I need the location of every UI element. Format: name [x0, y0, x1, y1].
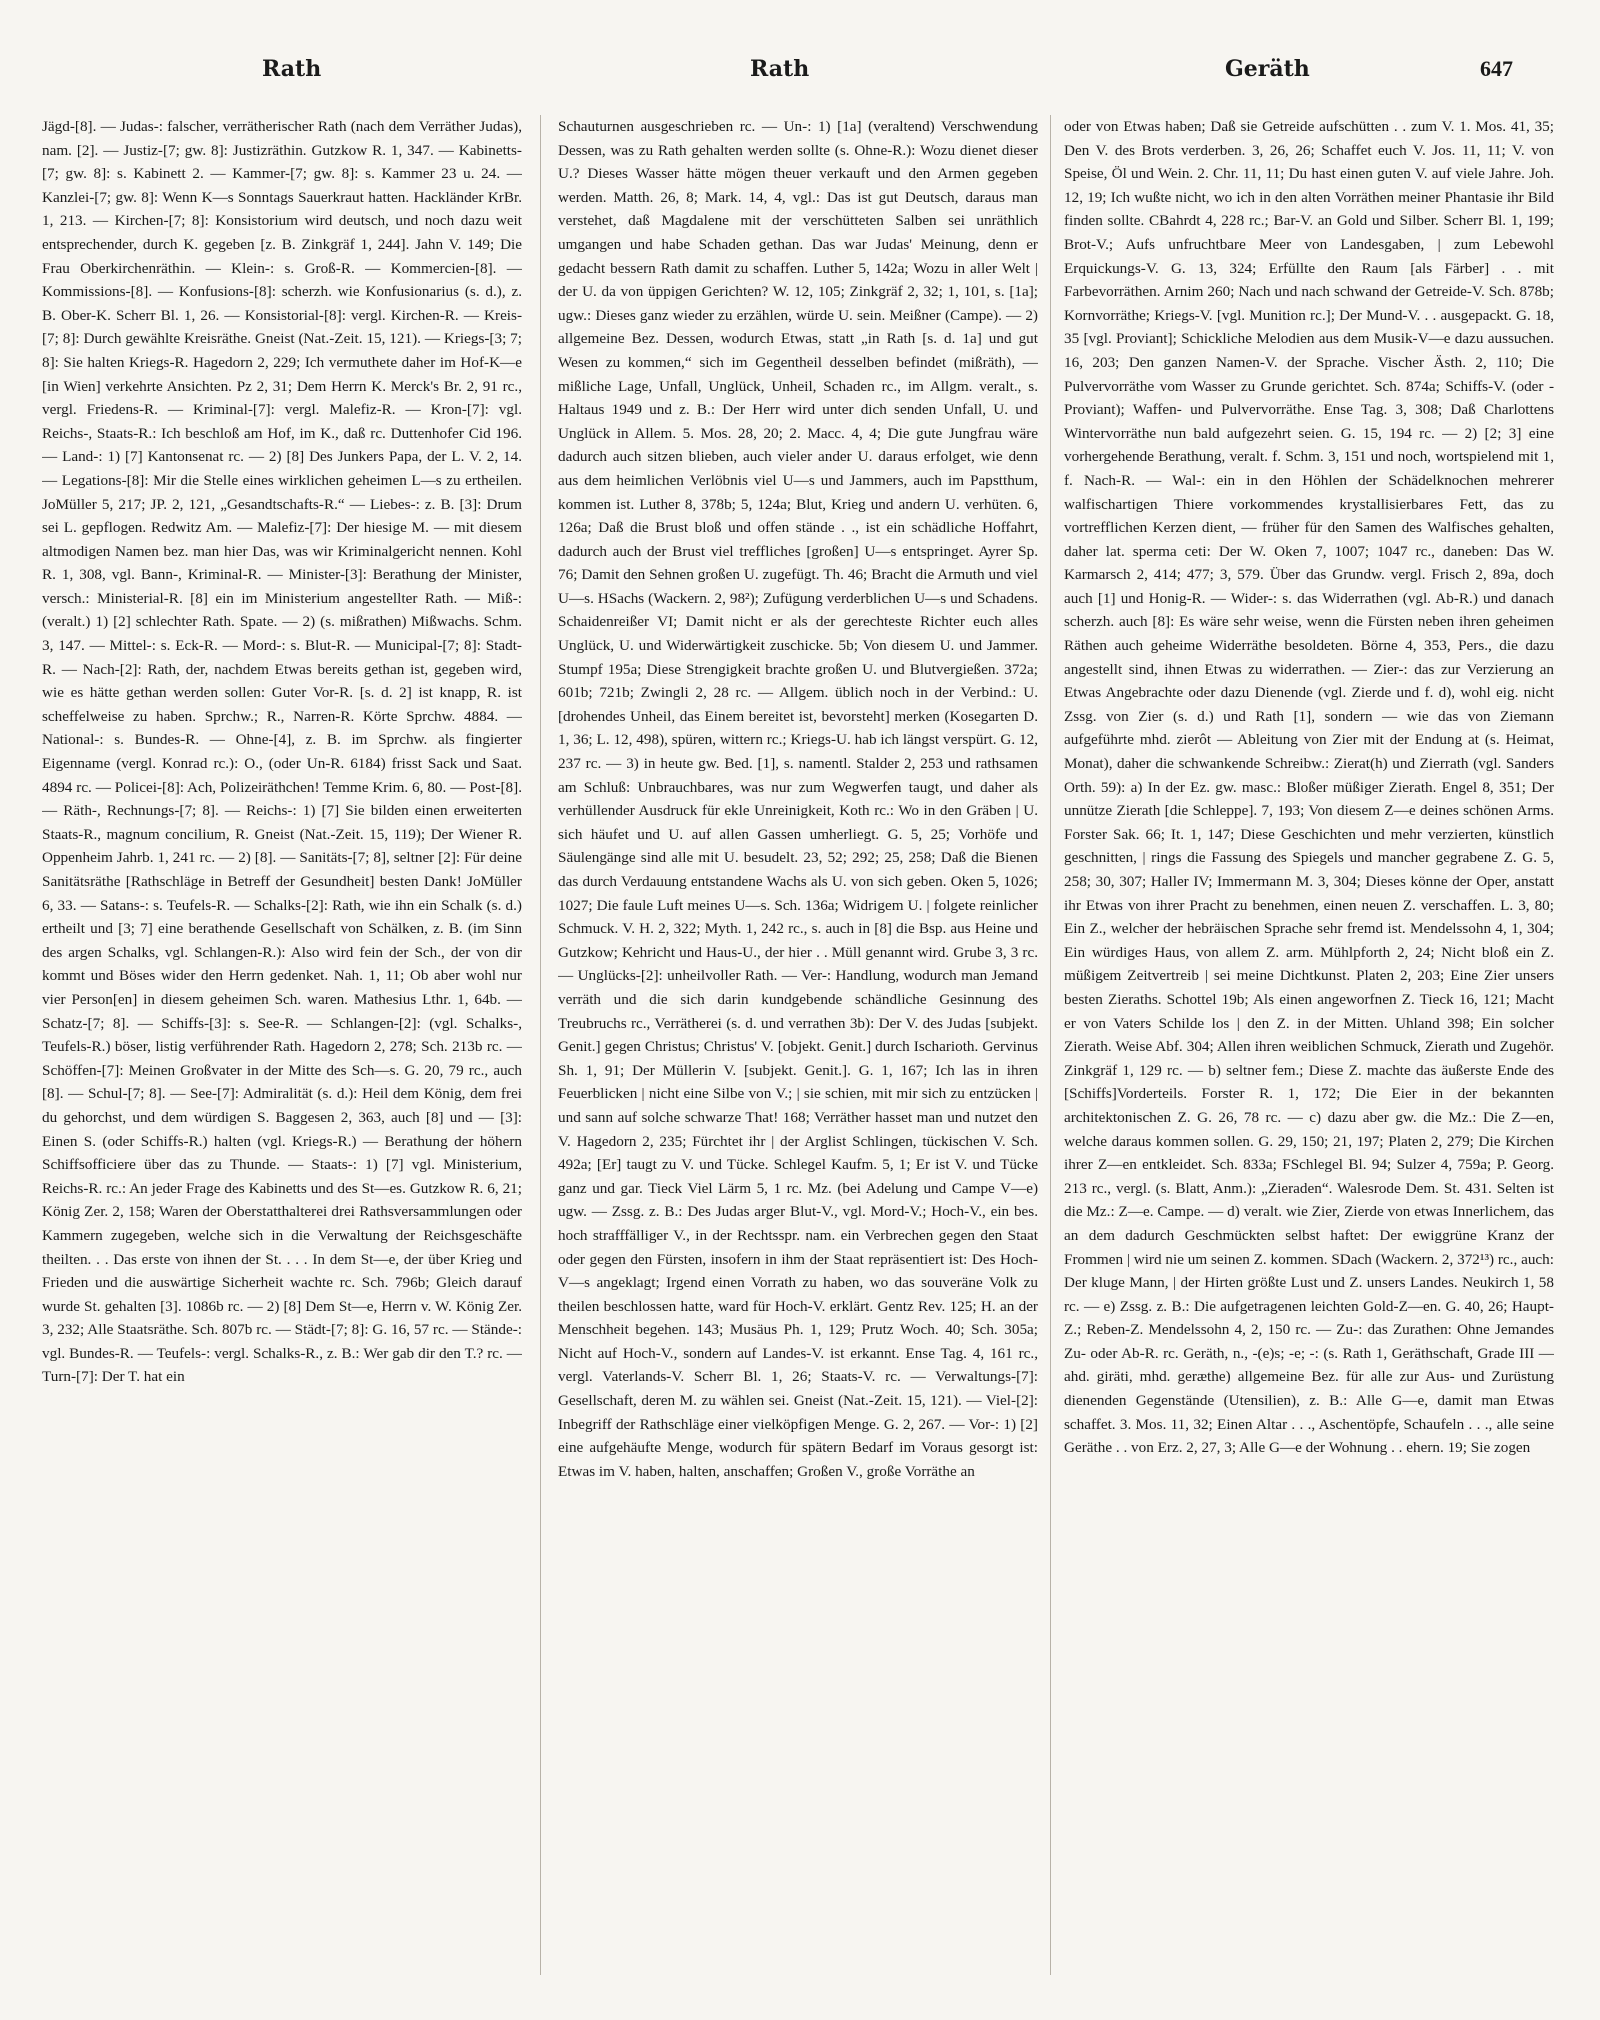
column-3: [1064, 115, 1554, 1985]
column-3-text: oder von Etwas haben; Daß sie Getreide aufschütten . . zum V. 1. Mos. 41, 35; Den V. des Brots verderben. 3, 26, 26; Schaffet euch V. Jos. 11, 11; V. von Speise, Öl und Wein. 2. Chr. 11, 11; Du hast einen guten V. auf viele Jahre. Joh. 12, 19; Ich wußte nicht, wo ich in den alten Vorräthen meiner Phantasie ihr Bild finden sollte. CBahrdt 4, 228 rc.; Bar-V. an Gold und Silber. Scherr Bl. 1, 199; Brot-V.; Aufs unfruchtbare Meer von Landesgaben, | zum Lebewohl Erquickungs-V. G. 13, 324; Erfüllte den Raum [als Färber] . . mit Farbevorräthen. Arnim 260; Nach und nach schwand der Getreide-V. Sch. 878b; Kornvorräthe; Kriegs-V. [vgl. Munition rc.]; Der Mund-V. . . ausgepackt. G. 18, 35 [vgl. Proviant]; Schickliche Melodien aus dem Musik-V—e dazu aussuchen. 16, 203; Den ganzen Namen-V. der Sprache. Vischer Ästh. 2, 110; Die Pulvervorräthe vom Wasser zu Grunde gerichtet. Sch. 874a; Schiffs-V. (oder -Proviant); Waffen- und Pulvervorräthe. Ense Tag. 3, 308; Daß Charlottens Wintervorräthe nun bald aufgezehrt seien. G. 15, 194 rc. — 2) [2; 3] eine vorhergehende Berathung, veralt. f. Schm. 3, 151 und noch, wortspielend mit 1, f. Nach-R. — Wal-: ein in den Höhlen der Schädelknochen mehrerer walfischartigen Thiere vorkommendes krystallisierbares Fett, das zu vortrefflichen Kerzen dient, — früher für den Samen des Walfisches gehalten, daher lat. sperma ceti: Der W. Oken 7, 1007; 1047 rc., daneben: Das W. Karmarsch 2, 414; 477; 3, 579. Über das Grundw. vergl. Frisch 2, 89a, doch auch [1] und Honig-R. — Wider-: s. das Widerrathen (vgl. Ab-R.) und danach scherzh. auch [8]: Es wäre sehr weise, wenn die Fürsten neben ihren geheimen Räthen auch geheime Widerräthe besoldeten. Börne 4, 353, Pers., die dazu angestellt sind, ihnen Etwas zu widerrathen. — Zier-: das zur Verzierung an Etwas Angebrachte oder dazu Dienende (vgl. Zierde und f. d), wohl eig. nicht Zssg. von Zier (s. d.) und Rath [1], sondern — wie das von Ziemann aufgeführte mhd. zierôt — Ableitung von Zier mit der Endung at (s. Heimat, Monat), daher die schwankende Schreibw.: Zierat(h) und Zierrath (vgl. Sanders Orth. 59): a) In der Ez. gw. masc.: Bloßer müßiger Zierath. Engel 8, 351; Der unnütze Zierath [die Schleppe]. 7, 193; Von diesem Z—e deines schönen Arms. Forster Sak. 66; It. 1, 147; Diese Geschichten und mehr verzierten, künstlich geschnitten, | rings die Fassung des Spiegels und mancher gegrabene Z. G. 5, 258; 30, 307; Haller IV; Immermann M. 3, 304; Dieses könne der Oper, anstatt ihr Etwas von ihrer Pracht zu benehmen, einen neuen Z. verschaffen. L. 3, 80; Ein Z., welcher der hebräischen Sprache sehr fremd ist. Mendelssohn 4, 1, 304; Ein würdiges Haus, von allem Z. arm. Mühlpforth 2, 24; Nicht bloß ein Z. müßigem Zeitvertreib | sei meine Dichtkunst. Platen 2, 203; Eine Zier unsers besten Zieraths. Schottel 19b; Als einen angeworfnen Z. Tieck 16, 121; Macht er von Vaters Schilde los | den Z. in der Mitten. Uhland 398; Ein solcher Zierath. Weise Abf. 304; Allen ihren weiblichen Schmuck, Zierath und Zugehör. Zinkgräf 1, 129 rc. — b) seltner fem.; Diese Z. machte das äußerste Ende des [Schiffs]Vorderteils. Forster R. 1, 172; Die Eier in der bekannten architektonischen Z. G. 26, 78 rc. — c) dazu aber gw. die Mz.: Die Z—en, welche daraus kommen sollen. G. 29, 150; 21, 197; Platen 2, 279; Die Kirchen ihrer Z—en entkleidet. Sch. 833a; FSchlegel Bl. 94; Sulzer 4, 759a; P. Georg. 213 rc., vergl. (s. Blatt, Anm.): „Zieraden“. Walesrode Dem. St. 431. Selten ist die Mz.: Z—e. Campe. — d) veralt. wie Zier, Zierde von etwas Innerlichem, das an dem dadurch Geschmückten selbst haftet: Der ewiggrüne Kranz der Frommen | wird nie um seinen Z. kommen. SDach (Wackern. 2, 372¹³) rc., auch: Der kluge Mann, | der Hirten größte Lust und Z. unsers Landes. Neukirch 1, 58 rc. — e) Zssg. z. B.: Die aufgetragenen leichten Gold-Z—en. G. 40, 26; Haupt-Z.; Reben-Z. Mendelssohn 4, 2, 150 rc. — Zu-: das Zurathen: Ohne Jemandes Zu- oder Ab-R. rc. Geräth, n., -(e)s; -e; -: (s. Rath 1, Geräthschaft, Grade III — ahd. giräti, mhd. geræthe) allgemeine Bez. für alle zur Aus- und Zurüstung dienenden Gegenstände (Utensilien), z. B.: Alle G—e, damit man Etwas schaffet. 3. Mos. 11, 32; Einen Altar . . ., Aschentöpfe, Schaufeln . . ., alle seine Geräthe . . von Erz. 2, 27, 3; Alle G—e der Wohnung . . ehern. 19; Sie zogen: [1064, 118, 1554, 1457]
column-divider-1: [540, 115, 541, 1975]
column-1: [42, 115, 522, 1985]
header-left-keyword: Rath: [262, 56, 322, 82]
text-columns: [40, 115, 1560, 1995]
column-1-text: Jägd-[8]. — Judas-: falscher, verrätherischer Rath (nach dem Verräther Judas), nam. [2]. — Justiz-[7; gw. 8]: Justizräthin. Gutzkow R. 1, 347. — Kabinetts-[7; gw. 8]: s. Kabinett 2. — Kammer-[7; gw. 8]: s. Kammer 23 u. 24. — Kanzlei-[7; gw. 8]: Wenn K—s Sonntags Sauerkraut hatten. Hackländer KrBr. 1, 213. — Kirchen-[7; 8]: Konsistorium wird deutsch, und noch dazu weit entsprechender, durch K. gegeben [z. B. Zinkgräf 1, 244]. Jahn V. 149; Die Frau Oberkirchenräthin. — Klein-: s. Groß-R. — Kommercien-[8]. — Kommissions-[8]. — Konfusions-[8]: scherzh. wie Konfusionarius (s. d.), z. B. Ober-K. Scherr Bl. 1, 26. — Konsistorial-[8]: vergl. Kirchen-R. — Kreis-[7; 8]: Durch gewählte Kreisräthe. Gneist (Nat.-Zeit. 15, 121). — Kriegs-[3; 7; 8]: Sie halten Kriegs-R. Hagedorn 2, 229; Ich vermuthete daher im Hof-K—e [in Wien] verkehrte Ansichten. Pz 2, 31; Dem Herrn K. Merck's Br. 2, 91 rc., vergl. Friedens-R. — Kriminal-[7]: vergl. Malefiz-R. — Kron-[7]: vgl. Reichs-, Staats-R.: Ich beschloß am Hof, im K., daß rc. Duttenhofer Cid 196. — Land-: 1) [7] Kantonsenat rc. — 2) [8] Des Junkers Papa, der L. V. 2, 14. — Legations-[8]: Mir die Stelle eines wirklichen geheimen L—s zu ertheilen. JoMüller 5, 217; JP. 2, 121, „Gesandtschafts-R.“ — Liebes-: z. B. [3]: Drum sei L. gepflogen. Redwitz Am. — Malefiz-[7]: Der hiesige M. — mit diesem altmodigen Namen bez. man hier Das, was wir Kriminalgericht nennen. Kohl R. 1, 308, vgl. Bann-, Kriminal-R. — Minister-[3]: Berathung der Minister, versch.: Ministerial-R. [8] ein im Ministerium angestellter Rath. — Miß-: (veralt.) 1) [2] schlechter Rath. Spate. — 2) (s. mißrathen) Mißwachs. Schm. 3, 147. — Mittel-: s. Eck-R. — Mord-: s. Blut-R. — Municipal-[7; 8]: Stadt-R. — Nach-[2]: Rath, der, nachdem Etwas bereits gethan ist, gegeben wird, wie es hätte gethan werden sollen: Guter Vor-R. [s. d. 2] ist knapp, R. ist scheffelweise zu haben. Sprchw.; R., Narren-R. Körte Sprchw. 4884. — National-: s. Bundes-R. — Ohne-[4], z. B. im Sprchw. als fingierter Eigenname (vergl. Konrad rc.): O., (oder Un-R. 6184) frisst Sack und Saat. 4894 rc. — Policei-[8]: Ach, Polizeiräthchen! Temme Krim. 6, 80. — Post-[8]. — Räth-, Rechnungs-[7; 8]. — Reichs-: 1) [7] Sie bilden einen erweiterten Staats-R., magnum concilium, R. Gneist (Nat.-Zeit. 15, 119); Der Wiener R. Oppenheim Jahrb. 1, 241 rc. — 2) [8]. — Sanitäts-[7; 8], seltner [2]: Für deine Sanitätsräthe [Rathschläge in Betreff der Gesundheit] besten Dank! JoMüller 6, 33. — Satans-: s. Teufels-R. — Schalks-[2]: Rath, wie ihn ein Schalk (s. d.) ertheilt und [3; 7] eine berathende Gesellschaft von Schälken, z. B. (im Sinn des argen Schalks, vgl. Schlangen-R.): Also wird fein der Sch., der von dir kommt und Böses wider den Herrn gedenket. Nah. 1, 11; Ob aber wohl nur vier Person[en] in diesem geheimen Sch. waren. Mathesius Lthr. 1, 64b. — Schatz-[7; 8]. — Schiffs-[3]: s. See-R. — Schlangen-[2]: (vgl. Schalks-, Teufels-R.) böser, listig verführender Rath. Hagedorn 2, 278; Sch. 213b rc. — Schöffen-[7]: Meinen Großvater in der Mitte des Sch—s. G. 20, 79 rc., auch [8]. — Schul-[7; 8]. — See-[7]: Admiralität (s. d.): Heil dem König, dem frei du gehorchst, und dem würdigen S. Baggesen 2, 363, auch [8] und — [3]: Einen S. (oder Schiffs-R.) halten (vgl. Kriegs-R.) — Berathung der höhern Schiffsofficiere über das zu Thunde. — Staats-: 1) [7] vgl. Ministerium, Reichs-R. rc.: An jeder Frage des Kabinetts und des St—es. Gutzkow R. 6, 21; König Zer. 2, 158; Waren der Oberstatthalterei drei Rathsversammlungen oder Kammern zugegeben, welche sich in die Verwaltung der Reichsgeschäfte theilten. . . Das erste von ihnen der St. . . . In dem St—e, der über Krieg und Frieden und die auswärtige Sicherheit wachte rc. Sch. 796b; Gleich darauf wurde St. gehalten [3]. 1086b rc. — 2) [8] Dem St—e, Herrn v. W. König Zer. 3, 232; Alle Staatsräthe. Sch. 807b rc. — Städt-[7; 8]: G. 16, 57 rc. — Stände-: vgl. Bundes-R. — Teufels-: vergl. Schalks-R., z. B.: Wer gab dir den T.? rc. — Turn-[7]: Der T. hat ein: [42, 118, 522, 1386]
column-divider-2: [1050, 115, 1051, 1975]
column-2-text: Schauturnen ausgeschrieben rc. — Un-: 1) [1a] (veraltend) Verschwendung Dessen, was zu Rath gehalten werden sollte (s. Ohne-R.): Wozu dienet dieser U.? Dieses Wasser hätte mögen theuer verkauft und den Armen gegeben werden. Matth. 26, 8; Mark. 14, 4, vgl.: Das ist gut Deutsch, daraus man verstehet, daß Magdalene mit der verschütteten Salben sei unräthlich umgangen und habe Schaden gethan. Das war Judas' Meinung, denn er gedacht bessern Rath damit zu schaffen. Luther 5, 142a; Wozu in aller Welt | der U. da von üppigen Gerichten? W. 12, 105; Zinkgräf 2, 32; 1, 101, s. [1a]; ugw.: Dieses ganz wieder zu erzählen, würde U. sein. Meißner (Campe). — 2) allgemeine Bez. Dessen, wodurch Etwas, statt „in Rath [s. d. 1a] und gut Wesen zu kommen,“ sich im Gegentheil desselben befindet (mißräth), — mißliche Lage, Unfall, Unglück, Unheil, Schaden rc., im Allgm. veralt., s. Haltaus 1949 und z. B.: Der Herr wird unter dich senden Unfall, U. und Unglück in Allem. 5. Mos. 28, 20; 2. Macc. 4, 4; Die gute Jungfrau wäre dadurch auch sitzen blieben, auch vieler ander U. daraus erfolget, wie denn aus dem heimlichen Verlöbnis viel U—s und Jammers, auch im Papstthum, kommen ist. Luther 8, 378b; 5, 124a; Blut, Krieg und andern U. verhüten. 6, 126a; Daß die Brust bloß und offen stände . ., ist ein schädliche Hoffahrt, dadurch auch der Brust viel treffliches [großen] U—s entspringet. Ayrer Sp. 76; Damit den Sehnen großen U. zugefügt. Th. 46; Bracht die Armuth und viel U—s. HSachs (Wackern. 2, 98²); Zufügung verderblichen U—s und Schadens. Schaidenreißer VI; Damit nicht er als der gerechteste Richter euch alles Unglück, U. und Widerwärtigkeit zuschicke. 5b; Von diesem U. und Jammer. Stumpf 195a; Diese Strengigkeit brachte großen U. und Blutvergießen. 372a; 601b; 721b; Zwingli 2, 28 rc. — Allgem. üblich noch in der Verbind.: U. [drohendes Unheil, das Einem bereitet ist, bevorsteht] merken (Kosegarten D. 1, 36; L. 12, 498), spüren, wittern rc.; Kriegs-U. hab ich längst verspürt. G. 12, 237 rc. — 3) in heute gw. Bed. [1], s. namentl. Stalder 2, 253 und rathsamen am Schluß: Unbrauchbares, was nur zum Wegwerfen taugt, und daher als verhüllender Ausdruck für ekle Unreinigkeit, Koth rc.: Wo in den Gräben | U. sich häufet und U. auf allen Gassen umherliegt. G. 5, 25; Vorhöfe und Säulengänge sind alle mit U. besudelt. 23, 52; 292; 25, 258; Daß die Bienen das durch Verdauung entstandene Wachs als U. von sich geben. Oken 5, 1026; 1027; Die faule Luft meines U—s. Sch. 136a; Widrigem U. | folgete reinlicher Schmuck. V. H. 2, 322; Myth. 1, 242 rc., s. auch in [8] die Bsp. aus Heine und Gutzkow; Kehricht und Haus-U., der hier . . Müll genannt wird. Grube 3, 3 rc. — Unglücks-[2]: unheilvoller Rath. — Ver-: Handlung, wodurch man Jemand verräth und die sich darin kundgebende schändliche Gesinnung des Treubruchs rc., Verrätherei (s. d. und verrathen 3b): Der V. des Judas [subjekt. Genit.] gegen Christus; Christus' V. [objekt. Genit.] durch Ischarioth. Gervinus Sh. 1, 91; Der Müllerin V. [subjekt. Genit.]. G. 1, 167; Ich las in ihren Feuerblicken | nicht eine Silbe von V.; | sie schien, mit mir sich zu entzücken | und sann auf solche schwarze That! 168; Verräther hasset man und nutzet den V. Hagedorn 2, 235; Fürchtet ihr | der Arglist Schlingen, tückischen V. Sch. 492a; [Er] taugt zu V. und Tücke. Schlegel Kaufm. 5, 1; Er ist V. und Tücke ganz und gar. Tieck Viel Lärm 5, 1 rc. Mz. (bei Adelung und Campe V—e) ugw. — Zssg. z. B.: Des Judas arger Blut-V., vgl. Mord-V.; Hoch-V., ein bes. hoch strafffälliger V., in der Rechtsspr. nam. ein Verbrechen gegen den Staat oder gegen den Fürsten, insofern in ihm der Staat repräsentiert ist: Des Hoch-V—s angeklagt; Irgend einen Vorrath zu haben, wo das souveräne Volk zu theilen beschlossen hatte, ward für Hoch-V. erklärt. Gentz Rev. 125; H. an der Menschheit begehen. 143; Musäus Ph. 1, 129; Prutz Woch. 40; Sch. 305a; Nicht auf Hoch-V., sondern auf Landes-V. ist erkannt. Ense Tag. 4, 161 rc., vergl. Vaterlands-V. Scherr Bl. 1, 26; Staats-V. rc. — Verwaltungs-[7]: Gesellschaft, deren M. zu wählen sei. Gneist (Nat.-Zeit. 15, 121). — Viel-[2]: Inbegriff der Rathschläge einer vielköpfigen Menge. G. 2, 267. — Vor-: 1) [2] eine aufgehäufte Menge, wodurch für spätern Bedarf im Voraus gesorgt ist: Etwas im V. haben, halten, anschaffen; Großen V., große Vorräthe an: [558, 118, 1038, 1480]
page-number: 647: [1480, 56, 1513, 81]
header-middle-keyword: Rath: [750, 56, 810, 82]
page-header: [40, 56, 1560, 96]
header-right-keyword: Geräth: [1225, 56, 1310, 82]
column-2: [558, 115, 1038, 1985]
